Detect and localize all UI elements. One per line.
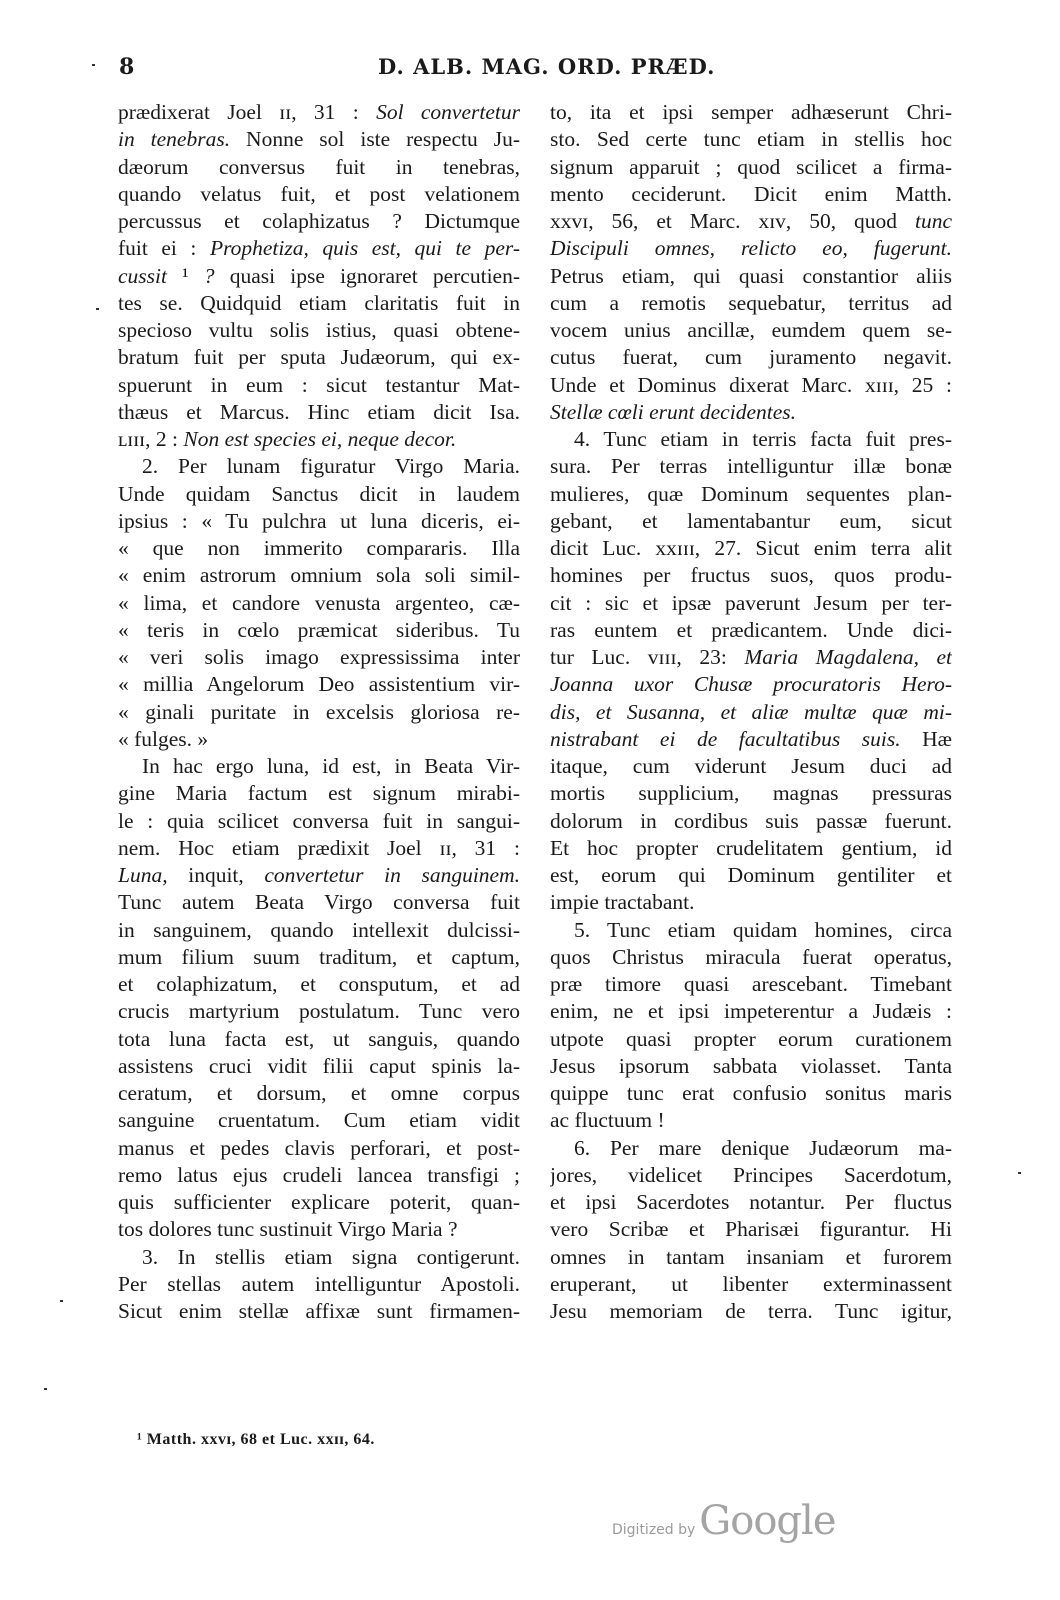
text-span: gebant, et lamentabantur eum, sicut: [550, 508, 952, 533]
text-span: vero Scribæ et Pharisæi figurantur. Hi: [550, 1217, 952, 1242]
text-span: præ timore quasi arescebant. Timebant: [550, 972, 952, 996]
text-span: sto. Sed certe tunc etiam in stellis hoc: [550, 127, 952, 152]
text-span: cit : sic et ipsæ paverunt Jesum per ter-: [550, 590, 952, 615]
text-line: [550, 944, 952, 971]
text-line: [550, 535, 952, 562]
text-span: et ipsi Sacerdotes notantur. Per fluctus: [550, 1190, 952, 1214]
text-span: Hæ: [900, 726, 952, 751]
text-line: [550, 453, 952, 480]
footnote: ¹ Matth. xxᴠɪ, 68 et Luc. xxɪɪ, 64.: [137, 1431, 375, 1448]
text-span: enim, ne et ipsi impeterentur a Judæis :: [550, 999, 952, 1024]
text-line: [118, 644, 520, 671]
text-line: [118, 235, 520, 262]
text-line: [550, 862, 952, 889]
text-span: spuerunt in eum : sicut testantur Mat-: [118, 372, 520, 397]
text-line: [550, 1135, 952, 1162]
text-span: mulieres, quæ Dominum sequentes plan-: [550, 481, 952, 506]
text-line: [550, 1298, 952, 1325]
digitized-by-google-watermark: [612, 1498, 835, 1548]
text-line: [118, 1189, 520, 1216]
italic-text: tunc: [914, 209, 952, 233]
text-span: itaque, cum viderunt Jesum duci ad: [550, 754, 952, 778]
scan-speck: [92, 64, 95, 66]
text-span: Sicut enim stellæ affixæ sunt firmamen-: [118, 1299, 520, 1323]
text-line: [118, 99, 520, 126]
text-line: [118, 181, 520, 208]
text-span: omnes in tantam insaniam et furorem: [550, 1244, 952, 1269]
text-span: tos dolores tunc sustinuit Virgo Maria ?: [118, 1217, 458, 1242]
text-span: quasi ipse ignoraret percutien-: [214, 263, 520, 288]
text-line: [118, 1135, 520, 1162]
text-line: [550, 998, 952, 1025]
text-span: mento ceciderunt. Dicit enim Matth.: [550, 181, 952, 206]
text-span: 3. In stellis etiam signa contigerunt.: [142, 1244, 520, 1269]
text-line: [550, 126, 952, 153]
text-line: [118, 971, 520, 998]
text-line: [118, 1216, 520, 1243]
text-span: prædixerat Joel ɪɪ, 31 :: [118, 100, 377, 124]
text-span: quando velatus fuit, et post velationem: [118, 181, 520, 206]
text-line: [118, 1080, 520, 1107]
text-span: 5. Tunc etiam quidam homines, circa: [574, 917, 952, 942]
text-span: Tunc autem Beata Virgo conversa fuit: [118, 890, 520, 915]
text-line: [550, 317, 952, 344]
text-line: [550, 508, 952, 535]
text-line: [118, 998, 520, 1025]
text-line: [118, 1162, 520, 1189]
text-span: Petrus etiam, qui quasi constantior aliis: [550, 263, 952, 288]
text-line: [118, 780, 520, 807]
text-line: [550, 263, 952, 290]
text-line: [550, 835, 952, 862]
text-line: [550, 1271, 952, 1298]
text-span: sanguine cruentatum. Cum etiam vidit: [118, 1108, 520, 1133]
text-span: « veri solis imago expressissima inter: [118, 645, 520, 669]
text-line: [550, 617, 952, 644]
text-span: 4. Tunc etiam in terris facta fuit pres-: [574, 427, 952, 451]
text-line: [118, 699, 520, 726]
text-span: utpote quasi propter eorum curationem: [550, 1026, 952, 1051]
text-line: [550, 290, 952, 317]
text-line: [550, 671, 952, 698]
text-line: [118, 208, 520, 235]
italic-text: convertetur in sanguinem.: [264, 863, 520, 887]
text-line: [550, 590, 952, 617]
left-column: [118, 99, 520, 1325]
right-column: [550, 99, 952, 1325]
text-line: [118, 562, 520, 589]
text-span: vocem unius ancillæ, eumdem quem se-: [550, 318, 952, 342]
text-span: quis sufficienter explicare poterit, quan-: [118, 1190, 520, 1214]
text-span: et colaphizatum, et consputum, et ad: [118, 972, 520, 996]
italic-text: cussit: [118, 263, 167, 288]
text-line: [118, 835, 520, 862]
text-line: [118, 263, 520, 290]
text-line: [118, 1271, 520, 1298]
text-span: cum a remotis sequebatur, territus ad: [550, 290, 952, 315]
scan-speck: [96, 308, 99, 310]
text-span: « ginali puritate in excelsis gloriosa re-: [118, 699, 520, 724]
text-span: cutus fuerat, cum juramento negavit.: [550, 345, 952, 370]
text-line: [118, 1026, 520, 1053]
text-line: [118, 154, 520, 181]
text-span: thæus et Marcus. Hinc etiam dicit Isa.: [118, 399, 520, 424]
text-span: « lima, et candore venusta argenteo, cæ-: [118, 590, 520, 615]
italic-text: Non est species ei, neque decor.: [183, 427, 457, 451]
text-span: tur Luc. ᴠɪɪɪ, 23:: [550, 645, 745, 669]
page-header: [115, 54, 955, 88]
text-line: [550, 1162, 952, 1189]
italic-text: Discipuli omnes, relicto eo, fugerunt.: [550, 236, 952, 261]
text-span: Et hoc propter crudelitatem gentium, id: [550, 835, 952, 860]
page-number: 8: [119, 54, 135, 80]
text-line: [118, 453, 520, 480]
text-span: est, eorum qui Dominum gentiliter et: [550, 863, 952, 887]
text-span: « millia Angelorum Deo assistentium vir-: [118, 672, 520, 697]
text-span: ceratum, et dorsum, et omne corpus: [118, 1081, 520, 1105]
text-span: « teris in cœlo præmicat sideribus. Tu: [118, 617, 520, 642]
text-line: [118, 753, 520, 780]
text-span: 2. Per lunam figuratur Virgo Maria.: [142, 454, 520, 479]
text-line: [550, 235, 952, 262]
text-span: 6. Per mare denique Judæorum ma-: [574, 1135, 952, 1160]
text-span: tota luna facta est, ut sanguis, quando: [118, 1026, 520, 1051]
text-line: [118, 399, 520, 426]
text-span: to, ita et ipsi semper adhæserunt Chri-: [550, 100, 952, 124]
text-line: [550, 780, 952, 807]
text-span: ipsius : « Tu pulchra ut luna diceris, ei-: [118, 508, 520, 533]
text-line: [550, 562, 952, 589]
text-line: [118, 508, 520, 535]
text-line: [550, 808, 952, 835]
text-line: [550, 726, 952, 753]
text-line: [118, 344, 520, 371]
italic-text: in tenebras.: [118, 127, 231, 152]
text-line: [118, 290, 520, 317]
text-span: eruperant, ut libenter exterminassent: [550, 1271, 952, 1296]
text-span: Unde et Dominus dixerat Marc. xɪɪɪ, 25 :: [550, 372, 952, 397]
text-line: [550, 154, 952, 181]
text-span: manus et pedes clavis perforari, et post-: [118, 1135, 520, 1160]
text-line: [550, 399, 952, 426]
text-span: « que non immerito compararis. Illa: [118, 536, 520, 560]
text-line: [550, 699, 952, 726]
text-span: dæorum conversus fuit in tenebras,: [118, 154, 520, 179]
text-line: [118, 671, 520, 698]
text-span: in sanguinem, quando intellexit dulcissi-: [118, 917, 520, 942]
text-line: [550, 917, 952, 944]
text-span: ras euntem et prædicantem. Unde dici-: [550, 617, 952, 642]
text-span: Jesus ipsorum sabbata violasset. Tanta: [550, 1053, 952, 1078]
italic-text: ?: [203, 263, 215, 288]
text-span: impie tractabant.: [550, 890, 695, 915]
italic-text: Prophetiza, quis est, qui te per-: [209, 236, 520, 261]
text-line: [550, 889, 952, 916]
text-span: assistens cruci vidit filii caput spinis la-: [118, 1053, 520, 1078]
scan-speck: [1018, 1172, 1021, 1174]
text-line: [550, 181, 952, 208]
text-span: In hac ergo luna, id est, in Beata Vir-: [142, 754, 520, 778]
text-span: xxᴠɪ, 56, et Marc. xɪᴠ, 50, quod: [550, 209, 915, 233]
text-span: percussus et colaphizatus ? Dictumque: [118, 209, 520, 233]
text-line: [118, 1298, 520, 1325]
text-line: [118, 862, 520, 889]
text-line: [118, 1244, 520, 1271]
italic-text: Luna,: [118, 863, 168, 887]
text-span: crucis martyrium postulatum. Tunc vero: [118, 999, 520, 1024]
text-line: [550, 481, 952, 508]
text-line: [550, 1107, 952, 1134]
text-line: [550, 99, 952, 126]
text-span: gine Maria factum est signum mirabi-: [118, 781, 520, 806]
text-span: Unde quidam Sanctus dicit in laudem: [118, 481, 520, 506]
text-line: [118, 1053, 520, 1080]
text-line: [118, 726, 520, 753]
text-line: [550, 1080, 952, 1107]
text-span: dicit Luc. xxɪɪɪ, 27. Sicut enim terra alit: [550, 536, 952, 560]
text-line: [118, 808, 520, 835]
text-span: ¹: [166, 263, 204, 288]
text-span: Nonne sol iste respectu Ju-: [230, 127, 520, 152]
text-span: signum apparuit ; quod scilicet a firma-: [550, 154, 952, 179]
text-span: nem. Hoc etiam prædixit Joel ɪɪ, 31 :: [118, 835, 520, 860]
text-span: sura. Per terras intelliguntur illæ bonæ: [550, 454, 952, 479]
text-span: tes se. Quidquid etiam claritatis fuit in: [118, 290, 520, 315]
text-line: [118, 317, 520, 344]
italic-text: nistrabant ei de facultatibus suis.: [550, 726, 901, 751]
text-span: jores, videlicet Principes Sacerdotum,: [550, 1162, 952, 1187]
text-line: [550, 1189, 952, 1216]
italic-text: Joanna uxor Chusæ procuratoris Hero-: [550, 672, 952, 697]
text-span: specioso vultu solis istius, quasi obtene-: [118, 318, 520, 342]
text-span: le : quia scilicet conversa fuit in sangui-: [118, 808, 520, 833]
text-line: [550, 426, 952, 453]
text-span: Jesu memoriam de terra. Tunc igitur,: [550, 1299, 952, 1323]
text-span: ʟɪɪɪ, 2 :: [118, 427, 184, 451]
text-span: fuit ei :: [118, 236, 210, 261]
text-line: [118, 1107, 520, 1134]
google-logo: Google: [699, 1498, 836, 1544]
text-span: ac fluctuum !: [550, 1108, 665, 1133]
text-span: « fulges. »: [118, 726, 209, 751]
scan-speck: [44, 1388, 47, 1390]
text-line: [118, 889, 520, 916]
italic-text: Stellæ cœli erunt decidentes.: [550, 399, 797, 424]
text-line: [118, 590, 520, 617]
text-line: [118, 917, 520, 944]
text-line: [550, 1053, 952, 1080]
text-line: [550, 1216, 952, 1243]
text-line: [118, 944, 520, 971]
text-span: « enim astrorum omnium sola soli simil-: [118, 563, 520, 588]
text-line: [550, 208, 952, 235]
scan-speck: [60, 1300, 63, 1302]
italic-text: Maria Magdalena, et: [744, 645, 952, 669]
text-span: dolorum in cordibus suis passæ fuerunt.: [550, 808, 952, 833]
running-head: D. ALB. MAG. ORD. PRÆD.: [378, 54, 716, 79]
text-span: inquit,: [167, 863, 265, 887]
text-line: [118, 535, 520, 562]
text-line: [118, 126, 520, 153]
text-line: [118, 426, 520, 453]
text-line: [550, 344, 952, 371]
text-line: [550, 372, 952, 399]
italic-text: dis, et Susanna, et aliæ multæ quæ mi-: [550, 699, 952, 724]
text-span: mortis supplicium, magnas pressuras: [550, 781, 952, 806]
text-span: remo latus ejus crudeli lancea transfigi ;: [118, 1162, 520, 1187]
text-span: Per stellas autem intelliguntur Apostoli.: [118, 1271, 520, 1296]
text-span: quippe tunc erat confusio sonitus maris: [550, 1081, 952, 1105]
text-line: [550, 1244, 952, 1271]
italic-text: Sol convertetur: [376, 100, 520, 124]
text-line: [550, 753, 952, 780]
text-line: [118, 481, 520, 508]
text-span: homines per fructus suos, quos produ-: [550, 563, 952, 588]
text-span: bratum fuit per sputa Judæorum, qui ex-: [118, 345, 520, 370]
text-span: mum filium suum traditum, et captum,: [118, 944, 520, 969]
text-line: [118, 372, 520, 399]
text-span: quos Christus miracula fuerat operatus,: [550, 944, 952, 969]
text-line: [550, 971, 952, 998]
text-line: [118, 617, 520, 644]
text-line: [550, 1026, 952, 1053]
digitized-by-label: Digitized by: [612, 1522, 696, 1538]
text-line: [550, 644, 952, 671]
